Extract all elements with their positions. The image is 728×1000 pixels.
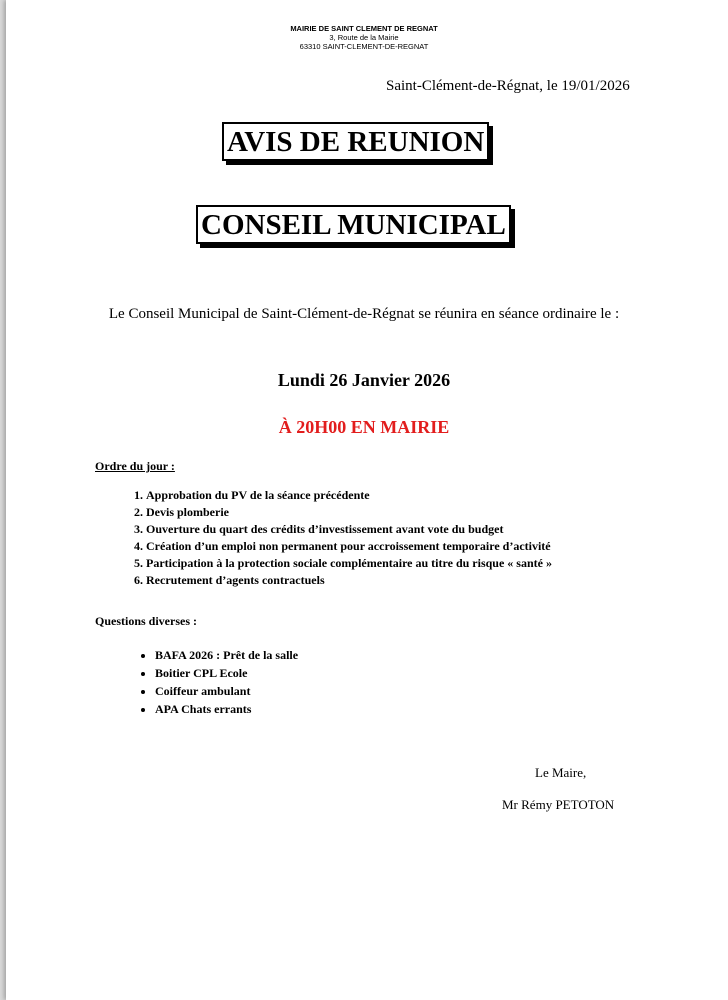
- letterhead: [0, 24, 728, 51]
- signature-name: Mr Rémy PETOTON: [502, 797, 615, 812]
- meeting-date: Lundi 26 Janvier 2026: [277, 370, 451, 390]
- agenda-item: 1. Approbation du PV de la séance précédente: [146, 487, 552, 504]
- address-line-2: 63310 SAINT-CLEMENT-DE-REGNAT: [299, 42, 429, 51]
- place-and-date: Saint-Clément-de-Régnat, le 19/01/2026: [386, 78, 630, 94]
- title-avis-de-reunion: AVIS DE REUNION: [222, 122, 489, 161]
- address-line-1: 3, Route de la Mairie: [329, 33, 399, 42]
- question-item: • APA Chats errants: [155, 700, 298, 718]
- mairie-name: MAIRIE DE SAINT CLEMENT DE REGNAT: [290, 24, 438, 33]
- agenda-item: 6. Recrutement d’agents contractuels: [146, 572, 552, 589]
- question-item: • Boitier CPL Ecole: [155, 664, 298, 682]
- meeting-time-place: À 20H00 EN MAIRIE: [278, 417, 450, 437]
- agenda-item: 5. Participation à la protection sociale complémentaire au titre du risque « santé »: [146, 555, 552, 572]
- agenda-list: [102, 487, 552, 589]
- signature-title: Le Maire,: [535, 765, 587, 780]
- intro-text: Le Conseil Municipal de Saint-Clément-de-Régnat se réunira en séance ordinaire le :: [108, 306, 620, 322]
- questions-diverses-title: Questions diverses :: [95, 614, 197, 628]
- ordre-du-jour-title: Ordre du jour :: [95, 459, 175, 473]
- title-conseil-municipal: CONSEIL MUNICIPAL: [196, 205, 511, 244]
- question-item: • Coiffeur ambulant: [155, 682, 298, 700]
- questions-list: [112, 646, 298, 718]
- agenda-item: 2. Devis plomberie: [146, 504, 552, 521]
- agenda-item: 3. Ouverture du quart des crédits d’investissement avant vote du budget: [146, 521, 552, 538]
- question-item: • BAFA 2026 : Prêt de la salle: [155, 646, 298, 664]
- agenda-item: 4. Création d’un emploi non permanent pour accroissement temporaire d’activité: [146, 538, 552, 555]
